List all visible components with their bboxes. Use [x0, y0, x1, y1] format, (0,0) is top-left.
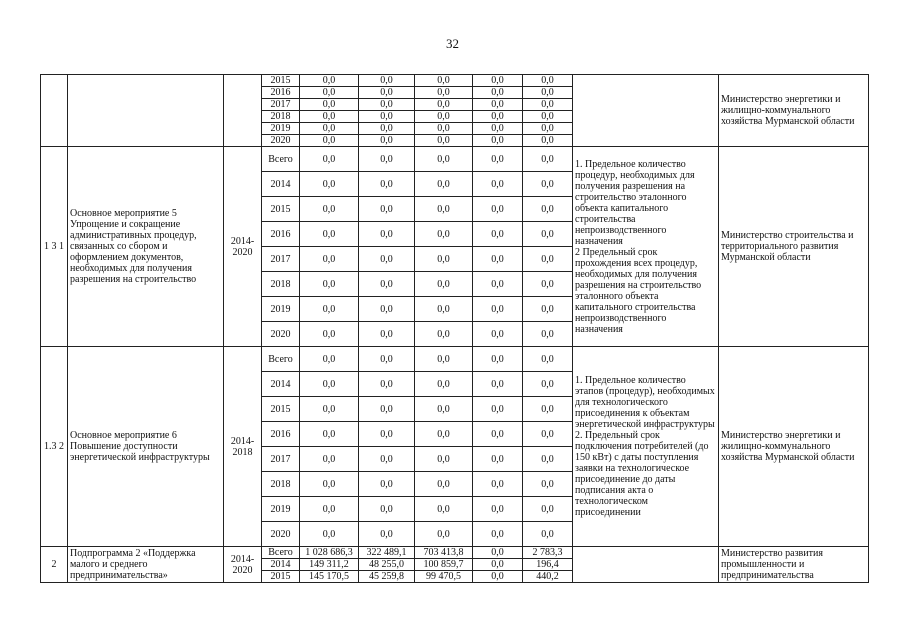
value-cell: 0,0 [359, 497, 415, 522]
value-cell: 1 028 686,3 [300, 547, 359, 559]
value-cell: 0,0 [473, 297, 523, 322]
value-cell: 0,0 [359, 123, 415, 135]
value-cell: 0,0 [523, 522, 573, 547]
value-cell: 0,0 [300, 75, 359, 87]
year-cell: 2017 [262, 247, 300, 272]
value-cell: 0,0 [523, 197, 573, 222]
implementation-period: 2014-2020 [224, 547, 262, 583]
year-cell: 2020 [262, 522, 300, 547]
value-cell: 0,0 [415, 422, 473, 447]
table-row [41, 147, 869, 172]
implementation-period: 2014-2020 [224, 147, 262, 347]
value-cell: 0,0 [473, 111, 523, 123]
value-cell: 0,0 [300, 272, 359, 297]
value-cell: 0,0 [300, 372, 359, 397]
year-cell: 2018 [262, 472, 300, 497]
value-cell: 0,0 [473, 123, 523, 135]
table-row [41, 547, 869, 559]
indicator-text [573, 75, 719, 147]
executor-text: Министерство строительства и территориального развития Мурманской области [719, 147, 869, 347]
value-cell: 0,0 [359, 272, 415, 297]
executor-text: Министерство развития промышленности и предпринимательства [719, 547, 869, 583]
year-cell: 2015 [262, 75, 300, 87]
value-cell: 0,0 [415, 322, 473, 347]
value-cell: 0,0 [415, 472, 473, 497]
value-cell: 0,0 [415, 222, 473, 247]
year-cell: 2015 [262, 571, 300, 583]
value-cell: 0,0 [523, 222, 573, 247]
row-code: 2 [41, 547, 68, 583]
indicator-text [573, 547, 719, 583]
value-cell: 0,0 [415, 272, 473, 297]
value-cell: 145 170,5 [300, 571, 359, 583]
year-cell: 2018 [262, 272, 300, 297]
value-cell: 703 413,8 [415, 547, 473, 559]
value-cell: 0,0 [473, 87, 523, 99]
value-cell: 0,0 [523, 422, 573, 447]
implementation-period: 2014-2018 [224, 347, 262, 547]
value-cell: 0,0 [415, 497, 473, 522]
value-cell: 0,0 [473, 99, 523, 111]
executor-text: Министерство энергетики и жилищно-коммунального хозяйства Мурманской области [719, 347, 869, 547]
value-cell: 0,0 [415, 247, 473, 272]
indicator-text: 1. Предельное количество процедур, необходимых для получения разрешения на строительство эталонного объекта капитального строительства непроизводственного назначения 2 Предельный срок прохождения всех процедур, необходимых для получения разрешения на строительство эталонного объекта капитального строительства непроизводственного назначения [573, 147, 719, 347]
value-cell: 0,0 [415, 99, 473, 111]
value-cell: 0,0 [523, 75, 573, 87]
value-cell: 0,0 [415, 123, 473, 135]
year-cell: 2015 [262, 197, 300, 222]
value-cell: 0,0 [415, 87, 473, 99]
value-cell: 0,0 [359, 222, 415, 247]
value-cell: 322 489,1 [359, 547, 415, 559]
value-cell: 0,0 [359, 197, 415, 222]
value-cell: 0,0 [473, 197, 523, 222]
value-cell: 0,0 [359, 87, 415, 99]
year-cell: 2020 [262, 322, 300, 347]
value-cell: 196,4 [523, 559, 573, 571]
value-cell: 0,0 [473, 372, 523, 397]
year-cell: 2016 [262, 422, 300, 447]
value-cell: 0,0 [415, 197, 473, 222]
measure-name: Основное мероприятие 5 Упрощение и сокращение административных процедур, связанных со сбором и оформлением документов, необходимых для получения разрешения на строительство [68, 147, 224, 347]
value-cell: 0,0 [523, 123, 573, 135]
table-body [41, 75, 869, 583]
page-number: 32 [446, 36, 459, 51]
year-cell: 2014 [262, 172, 300, 197]
value-cell: 0,0 [300, 123, 359, 135]
value-cell: 0,0 [359, 422, 415, 447]
value-cell: 48 255,0 [359, 559, 415, 571]
value-cell: 0,0 [300, 147, 359, 172]
value-cell: 0,0 [523, 497, 573, 522]
value-cell: 0,0 [473, 571, 523, 583]
value-cell: 0,0 [523, 99, 573, 111]
value-cell: 0,0 [300, 497, 359, 522]
executor-text: Министерство энергетики и жилищно-коммунального хозяйства Мурманской области [719, 75, 869, 147]
value-cell: 45 259,8 [359, 571, 415, 583]
value-cell: 0,0 [473, 135, 523, 147]
value-cell: 0,0 [359, 447, 415, 472]
year-cell: 2015 [262, 397, 300, 422]
value-cell: 149 311,2 [300, 559, 359, 571]
value-cell: 0,0 [415, 397, 473, 422]
value-cell: 0,0 [359, 347, 415, 372]
value-cell: 0,0 [523, 397, 573, 422]
value-cell: 0,0 [359, 247, 415, 272]
year-cell: 2016 [262, 87, 300, 99]
value-cell: 0,0 [300, 322, 359, 347]
value-cell: 0,0 [300, 87, 359, 99]
year-cell: 2014 [262, 559, 300, 571]
measure-name: Основное мероприятие 6 Повышение доступности энергетической инфраструктуры [68, 347, 224, 547]
value-cell: 0,0 [415, 347, 473, 372]
value-cell: 0,0 [523, 347, 573, 372]
value-cell: 0,0 [300, 135, 359, 147]
value-cell: 0,0 [359, 372, 415, 397]
value-cell: 0,0 [415, 372, 473, 397]
value-cell: 0,0 [473, 447, 523, 472]
value-cell: 0,0 [300, 111, 359, 123]
year-cell: 2019 [262, 123, 300, 135]
value-cell: 0,0 [359, 322, 415, 347]
value-cell: 0,0 [473, 472, 523, 497]
value-cell: 0,0 [523, 322, 573, 347]
value-cell: 0,0 [300, 472, 359, 497]
value-cell: 0,0 [300, 447, 359, 472]
value-cell: 0,0 [523, 272, 573, 297]
year-cell: 2017 [262, 447, 300, 472]
table-row [41, 347, 869, 372]
value-cell: 0,0 [523, 372, 573, 397]
value-cell: 2 783,3 [523, 547, 573, 559]
value-cell: 440,2 [523, 571, 573, 583]
value-cell: 0,0 [523, 147, 573, 172]
value-cell: 0,0 [473, 397, 523, 422]
value-cell: 0,0 [473, 547, 523, 559]
value-cell: 0,0 [473, 497, 523, 522]
value-cell: 0,0 [300, 297, 359, 322]
value-cell: 100 859,7 [415, 559, 473, 571]
value-cell: 0,0 [473, 247, 523, 272]
year-cell: Всего [262, 347, 300, 372]
year-cell: 2020 [262, 135, 300, 147]
value-cell: 0,0 [359, 172, 415, 197]
value-cell: 0,0 [359, 99, 415, 111]
value-cell: 0,0 [473, 172, 523, 197]
value-cell: 0,0 [300, 247, 359, 272]
value-cell: 0,0 [473, 522, 523, 547]
indicator-text: 1. Предельное количество этапов (процедур), необходимых для технологического присоединения к объектам энергетической инфраструктуры 2. Предельный срок подключения потребителей (до 150 кВт) с даты поступления заявки на технологическое присоединение до даты подписания акта о технологическом присоединении [573, 347, 719, 547]
row-code [41, 75, 68, 147]
value-cell: 0,0 [300, 99, 359, 111]
value-cell: 0,0 [523, 87, 573, 99]
value-cell: 0,0 [523, 472, 573, 497]
year-cell: Всего [262, 547, 300, 559]
value-cell: 0,0 [473, 147, 523, 172]
implementation-period [224, 75, 262, 147]
value-cell: 0,0 [359, 472, 415, 497]
value-cell: 0,0 [415, 111, 473, 123]
row-code: 1 3 1 [41, 147, 68, 347]
value-cell: 0,0 [473, 75, 523, 87]
value-cell: 0,0 [473, 422, 523, 447]
value-cell: 0,0 [300, 422, 359, 447]
value-cell: 0,0 [300, 347, 359, 372]
value-cell: 0,0 [359, 297, 415, 322]
value-cell: 0,0 [415, 135, 473, 147]
year-cell: 2017 [262, 99, 300, 111]
year-cell: 2014 [262, 372, 300, 397]
value-cell: 0,0 [523, 111, 573, 123]
value-cell: 0,0 [473, 322, 523, 347]
value-cell: 0,0 [473, 272, 523, 297]
value-cell: 0,0 [415, 522, 473, 547]
year-cell: 2019 [262, 497, 300, 522]
value-cell: 0,0 [415, 297, 473, 322]
value-cell: 0,0 [415, 172, 473, 197]
value-cell: 0,0 [523, 447, 573, 472]
program-table [40, 74, 869, 583]
value-cell: 0,0 [415, 75, 473, 87]
value-cell: 0,0 [300, 397, 359, 422]
value-cell: 0,0 [359, 135, 415, 147]
value-cell: 0,0 [523, 297, 573, 322]
value-cell: 0,0 [359, 147, 415, 172]
value-cell: 0,0 [415, 147, 473, 172]
year-cell: 2018 [262, 111, 300, 123]
value-cell: 0,0 [473, 222, 523, 247]
measure-name [68, 75, 224, 147]
value-cell: 0,0 [473, 347, 523, 372]
year-cell: 2016 [262, 222, 300, 247]
year-cell: Всего [262, 147, 300, 172]
value-cell: 0,0 [415, 447, 473, 472]
value-cell: 0,0 [523, 172, 573, 197]
value-cell: 0,0 [300, 522, 359, 547]
measure-name: Подпрограмма 2 «Поддержка малого и среднего предпринимательства» [68, 547, 224, 583]
year-cell: 2019 [262, 297, 300, 322]
value-cell: 99 470,5 [415, 571, 473, 583]
value-cell: 0,0 [523, 135, 573, 147]
value-cell: 0,0 [523, 247, 573, 272]
table-row [41, 75, 869, 87]
row-code: 1.3 2 [41, 347, 68, 547]
value-cell: 0,0 [300, 197, 359, 222]
value-cell: 0,0 [300, 222, 359, 247]
value-cell: 0,0 [300, 172, 359, 197]
value-cell: 0,0 [359, 75, 415, 87]
value-cell: 0,0 [359, 397, 415, 422]
value-cell: 0,0 [359, 111, 415, 123]
value-cell: 0,0 [359, 522, 415, 547]
value-cell: 0,0 [473, 559, 523, 571]
